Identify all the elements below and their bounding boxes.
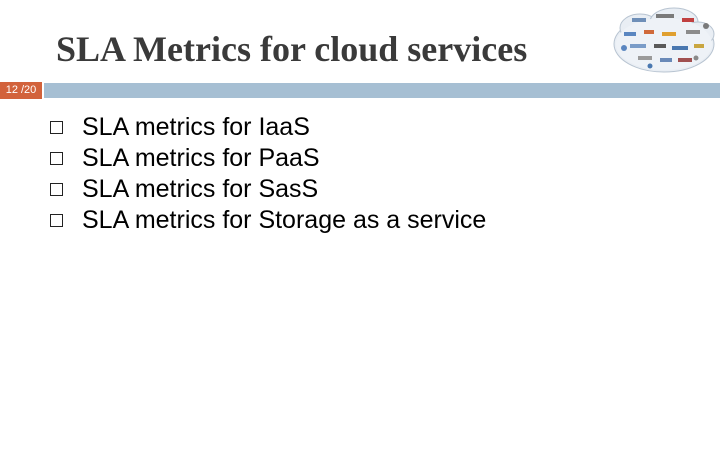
bullet-list: [50, 112, 486, 236]
bullet-item: [50, 112, 486, 143]
bullet-item: [50, 205, 486, 236]
square-bullet-icon: [50, 183, 63, 196]
bullet-item: [50, 174, 486, 205]
bullet-text: SLA metrics for PaaS: [82, 144, 320, 172]
cloud-services-logo-icon: [610, 4, 718, 78]
square-bullet-icon: [50, 152, 63, 165]
bullet-text: SLA metrics for SasS: [82, 175, 319, 203]
page-number-badge: 12 /20: [0, 82, 42, 99]
square-bullet-icon: [50, 214, 63, 227]
square-bullet-icon: [50, 121, 63, 134]
bullet-text: SLA metrics for Storage as a service: [82, 206, 487, 234]
bullet-item: [50, 143, 486, 174]
bullet-text: SLA metrics for IaaS: [82, 113, 310, 141]
title-divider: [44, 83, 720, 98]
slide-title: SLA Metrics for cloud services: [56, 29, 528, 69]
